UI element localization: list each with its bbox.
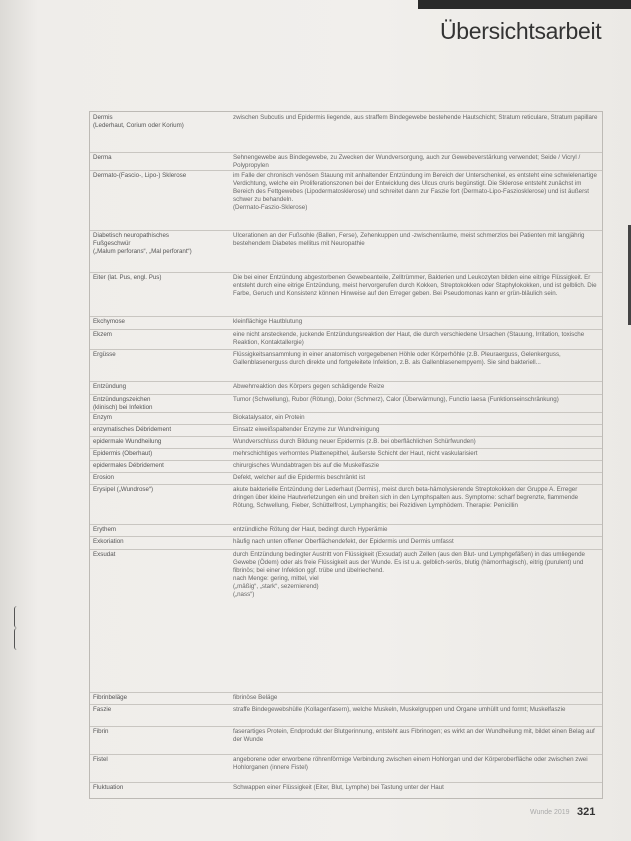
table-row [90,754,602,783]
glossary-definition: Biokatalysator, ein Protein [233,414,305,421]
glossary-definition: eine nicht ansteckende, juckende Entzündungsreaktion der Haut, die durch verschiedene Ursachen (Stauung, Irritation, toxische Reaktion, Kontaktallergie) [233,331,585,347]
table-row [90,549,602,693]
glossary-definition: faserartiges Protein, Endprodukt der Blutgerinnung, entsteht aus Fibrinogen; es wirkt an der Wundheilung mit, bildet einen Belag auf der Wunde [233,728,595,744]
glossary-table [89,111,603,799]
glossary-definition: zwischen Subcutis und Epidermis liegende, aus straffem Bindegewebe bestehende Hautschicht; Stratum reticulare, Stratum papillare [233,114,598,121]
footer-label: Wunde 2019 [530,809,570,816]
glossary-term: Fibrin [93,728,109,735]
table-row [90,316,602,330]
glossary-definition: Defekt, welcher auf die Epidermis beschränkt ist [233,474,366,481]
glossary-definition: Wundverschluss durch Bildung neuer Epidermis (z.B. bei oberflächlichen Schürfwunden) [233,438,476,445]
glossary-term: Erosion [93,474,114,481]
glossary-definition: Ulcerationen an der Fußsohle (Ballen, Ferse), Zehenkuppen und -zwischenräume, meist schmerzlos bei Patienten mit langjährig bestehendem Diabetes mellitus mit Neuropathie [233,232,585,248]
table-row [90,536,602,550]
glossary-term: Enzym [93,414,112,421]
glossary-term: enzymatisches Débridement [93,426,172,433]
table-row [90,484,602,525]
glossary-term: Entzündung [93,383,127,390]
margin-bracket-top [14,606,19,628]
glossary-definition: straffe Bindegewebshülle (Kollagenfasern), welche Muskeln, Muskelgruppen und Organe umhüllt und formt; Muskelfaszie [233,706,566,713]
glossary-definition: Schwappen einer Flüssigkeit (Eiter, Blut, Lymphe) bei Tastung unter der Haut [233,784,444,791]
glossary-term: Fluktuation [93,784,124,791]
margin-bracket-bottom [14,628,19,650]
glossary-definition: häufig nach unten offener Oberflächendefekt, der Epidermis und Dermis umfasst [233,538,454,545]
glossary-definition: Die bei einer Entzündung abgestorbenen Gewebeanteile, Zelltrümmer, Bakterien und Leukozyten bilden eine eitrige Flüssigkeit. Er entsteht durch eine eitrige Entzündung, meist hervorgerufen durch Kokken, Streptokokken oder Staphylokokken, und ist gelblich. Die Farbe, Geruch und Konsistenz können Hinweise auf den Erreger geben. Bei Pseudomonas kann er grün-bläulich sein. [233,274,597,298]
table-row [90,394,602,413]
glossary-definition: fibrinöse Beläge [233,694,278,701]
glossary-term: Dermato-(Fascio-, Lipo-) Sklerose [93,172,187,179]
page-title: Übersichtsarbeit [440,18,602,44]
glossary-term: Exkoriation [93,538,124,545]
table-row [90,230,602,273]
table-row [90,782,602,798]
glossary-definition: Abwehrreaktion des Körpers gegen schädigende Reize [233,383,385,390]
table-row [90,272,602,317]
glossary-definition: im Falle der chronisch venösen Stauung mit anhaltender Entzündung im Bereich der Unterschenkel, es entsteht eine schwielenartige Verdichtung, welche ein Proliferationszonen bei der Entwicklung des Ulcus cruris begünstigt. Die Sklerose entsteht zunächst im Bereich des Fettgewebes (Lipodermatosklerose) und schreitet dann zur Faszie fort (Dermato-Lipo-Fasziosklerose) und ist äußerst schwer zu behandeln. (Dermato-Faszio-Sklerose) [233,172,597,212]
glossary-term: Faszie [93,706,112,713]
glossary-term: Erythem [93,526,117,533]
glossary-term: Diabetisch neuropathisches Fußgeschwür („Malum perforans“, „Mal perforant“) [93,232,192,256]
table-row [90,381,602,395]
table-row [90,152,602,171]
glossary-term: Ergüsse [93,351,116,358]
glossary-definition: mehrschichtiges verhorntes Plattenepithel, äußerste Schicht der Haut, nicht vaskularisiert [233,450,478,457]
glossary-term: Entzündungszeichen (klinisch) bei Infektion [93,396,153,412]
glossary-term: Eiter (lat. Pus, engl. Pus) [93,274,162,281]
glossary-definition: angeborene oder erworbene röhrenförmige Verbindung zwischen einem Hohlorgan und der Körperoberfläche oder zwischen zwei Hohlorganen (innere Fistel) [233,756,588,772]
glossary-definition: Einsatz eiweißspaltender Enzyme zur Wundreinigung [233,426,380,433]
table-row [90,112,602,153]
glossary-term: Erysipel („Wundrose“) [93,486,154,493]
glossary-term: Derma [93,154,112,161]
glossary-term: Ekchymose [93,318,125,325]
glossary-term: epidermales Débridement [93,462,164,469]
glossary-term: Epidermis (Oberhaut) [93,450,153,457]
glossary-definition: Flüssigkeitsansammlung in einer anatomisch vorgegebenen Höhle oder Körperhöhle (z.B. Pleuraerguss, Gelenkerguss, Gallenblasenerguss durch direkte und fortgeleitete Infektion, z.B. als Gallenblasenempyem). Sie sind bakteriell... [233,351,561,367]
page-number: 321 [577,806,596,818]
glossary-definition: durch Entzündung bedingter Austritt von Flüssigkeit (Exsudat) auch Zellen (aus den Blut- und Lymphgefäßen) in das umliegende Gewebe (Ödem) oder als freie Flüssigkeit aus der Wunde. Es ist u.a. gelblich-serös, blutig (hämorrhagisch), eitrig (purulent) und fibrinös; bei einer Infektion ggf. trübe und übelriechend. nach Menge: gering, mittel, viel („mäßig“, „stark“, sezernierend) („nass“) [233,551,585,599]
glossary-term: Ekzem [93,331,112,338]
glossary-definition: Sehnengewebe aus Bindegewebe, zu Zwecken der Wundversorgung, auch zur Gewebeverstärkung verwendet; Seide / Vicryl / Polypropylen [233,154,581,170]
glossary-definition: kleinflächige Hautblutung [233,318,303,325]
glossary-definition: akute bakterielle Entzündung der Lederhaut (Dermis), meist durch beta-hämolysierende Streptokokken der Gruppe A. Erreger dringen über kleine Hautverletzungen ein und breiten sich in den Lymphspalten aus. Symptome: scharf begrenzte, flammende Rötung, Schwellung, Fieber, Schüttelfrost, Lymphangitis; bei Rezidiven Lymphödem. Therapie: Penicillin [233,486,579,510]
table-row [90,349,602,382]
table-row [90,726,602,755]
glossary-term: Fibrinbeläge [93,694,128,701]
table-row [90,170,602,231]
table-row [90,329,602,350]
table-row [90,704,602,727]
glossary-term: Exsudat [93,551,116,558]
glossary-definition: entzündliche Rötung der Haut, bedingt durch Hyperämie [233,526,388,533]
glossary-term: Fistel [93,756,108,763]
header-bar [418,0,631,9]
glossary-term: Dermis (Lederhaut, Corium oder Korium) [93,114,184,130]
glossary-definition: chirurgisches Wundabtragen bis auf die Muskelfaszie [233,462,380,469]
glossary-definition: Tumor (Schwellung), Rubor (Rötung), Dolor (Schmerz), Calor (Überwärmung), Functio laesa (Funktionseinschränkung) [233,396,559,403]
glossary-term: epidermale Wundheilung [93,438,162,445]
